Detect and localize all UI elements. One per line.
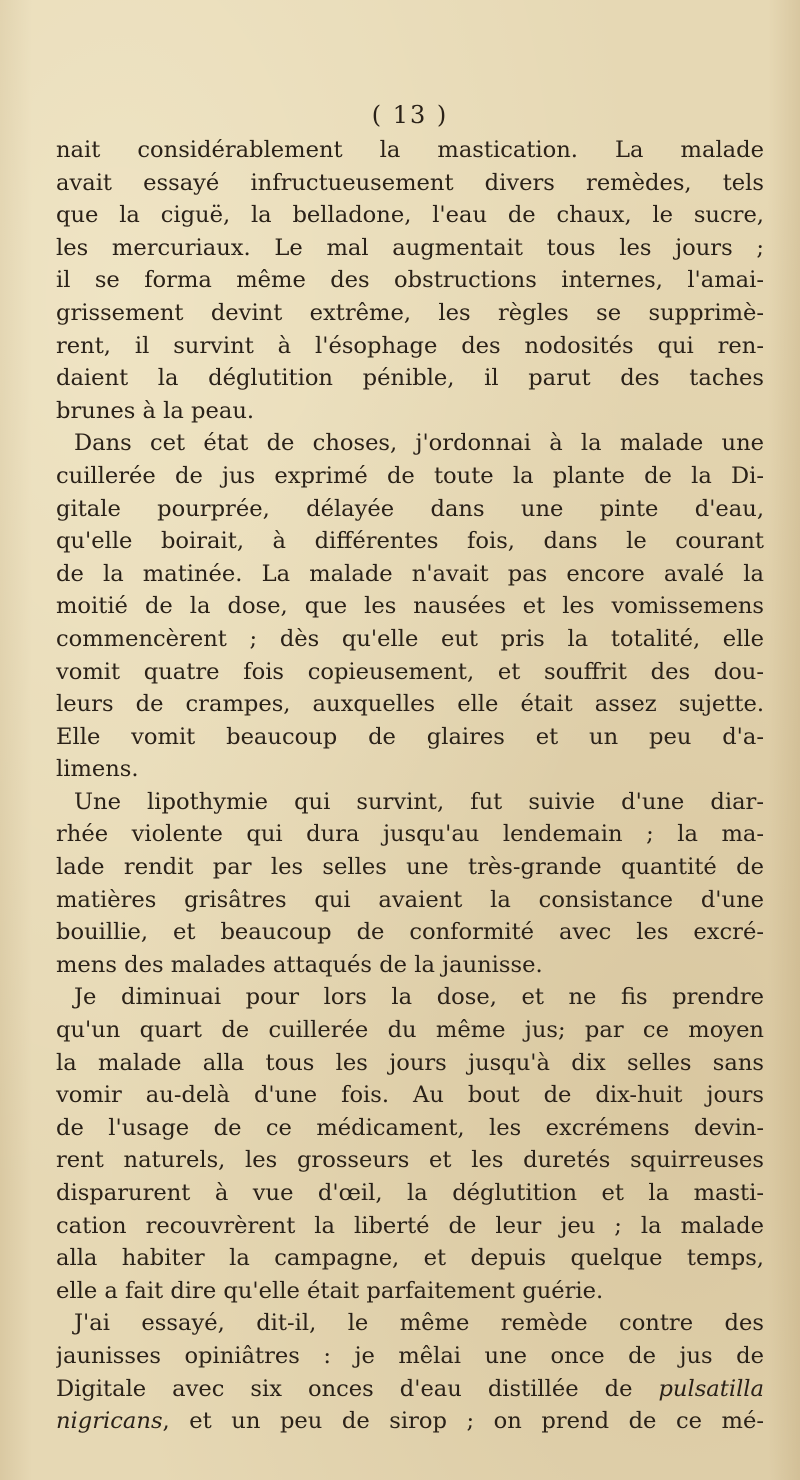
- text-line: rent naturels, les grosseurs et les duretés squirreuses: [56, 1147, 764, 1174]
- text-run: , et un peu de sirop ; on prend de ce mé-: [162, 1408, 764, 1435]
- text-line: lade rendit par les selles une très-grande quantité de: [56, 854, 764, 881]
- text-line: disparurent à vue d'œil, la déglutition et la masti-: [56, 1180, 764, 1206]
- paragraph-3: [56, 786, 764, 982]
- text-line: vomir au-delà d'une fois. Au bout de dix-huit jours: [56, 1082, 764, 1109]
- text-line: mens des malades attaqués de la jaunisse.: [56, 951, 543, 978]
- text-line: de la matinée. La malade n'avait pas encore avalé la: [56, 560, 764, 587]
- text-line: rent, il survint à l'ésophage des nodosités qui ren-: [56, 332, 764, 359]
- text-line: Je diminuai pour lors la dose, et ne fis prendre: [74, 984, 764, 1011]
- text-line: les mercuriaux. Le mal augmentait tous les jours ;: [56, 234, 764, 261]
- text-line: qu'elle boirait, à différentes fois, dans le courant: [56, 528, 764, 555]
- paragraph-1: [56, 134, 764, 427]
- text-line: que la ciguë, la belladone, l'eau de chaux, le sucre,: [56, 202, 764, 229]
- page-number: ( 13 ): [371, 101, 449, 129]
- body-text: [56, 134, 764, 1438]
- text-line: nait considérablement la mastication. La malade: [56, 137, 764, 163]
- text-line: grissement devint extrême, les règles se supprimè-: [56, 299, 764, 326]
- italic-term: nigricans: [56, 1408, 163, 1435]
- text-line: de l'usage de ce médicament, les excrémens devin-: [56, 1114, 764, 1141]
- text-line: Elle vomit beaucoup de glaires et un peu d'a-: [56, 723, 764, 750]
- text-line: brunes à la peau.: [56, 397, 255, 424]
- text-line: [56, 1373, 764, 1406]
- text-line: commencèrent ; dès qu'elle eut pris la totalité, elle: [56, 625, 764, 652]
- text-line: elle a fait dire qu'elle était parfaitement guérie.: [56, 1277, 604, 1304]
- text-line: cuillerée de jus exprimé de toute la plante de la Di-: [56, 462, 764, 489]
- text-line: bouillie, et beaucoup de conformité avec les excré-: [56, 919, 764, 946]
- text-line: limens.: [56, 756, 139, 783]
- text-line: il se forma même des obstructions internes, l'amai-: [56, 267, 764, 294]
- text-line: Une lipothymie qui survint, fut suivie d'une diar-: [74, 788, 764, 815]
- text-line: qu'un quart de cuillerée du même jus; par ce moyen: [56, 1017, 764, 1044]
- paragraph-5: [56, 1307, 764, 1437]
- text-line: cation recouvrèrent la liberté de leur jeu ; la malade: [56, 1212, 764, 1239]
- text-line: J'ai essayé, dit-il, le même remède contre des: [74, 1310, 764, 1337]
- text-line: rhée violente qui dura jusqu'au lendemain ; la ma-: [56, 821, 764, 848]
- text-line: la malade alla tous les jours jusqu'à dix selles sans: [56, 1049, 764, 1076]
- paragraph-4: [56, 981, 764, 1307]
- text-run: Digitale avec six onces d'eau distillée de: [56, 1375, 659, 1402]
- text-line: daient la déglutition pénible, il parut des taches: [56, 365, 764, 392]
- text-line: jaunisses opiniâtres : je mêlai une once de jus de: [56, 1342, 764, 1369]
- text-line: vomit quatre fois copieusement, et souffrit des dou-: [56, 658, 764, 685]
- italic-term: pulsatilla: [658, 1375, 764, 1402]
- text-line: leurs de crampes, auxquelles elle était assez sujette.: [56, 691, 764, 718]
- text-line: matières grisâtres qui avaient la consistance d'une: [56, 886, 764, 913]
- text-line: avait essayé infructueusement divers remèdes, tels: [56, 169, 764, 196]
- text-line: alla habiter la campagne, et depuis quelque temps,: [56, 1245, 764, 1272]
- text-line: [56, 1405, 764, 1438]
- text-line: moitié de la dose, que les nausées et les vomissemens: [56, 593, 764, 620]
- text-line: Dans cet état de choses, j'ordonnai à la malade une: [74, 430, 764, 457]
- paragraph-2: [56, 427, 764, 786]
- book-page: [56, 98, 764, 1438]
- text-line: gitale pourprée, délayée dans une pinte d'eau,: [56, 495, 764, 522]
